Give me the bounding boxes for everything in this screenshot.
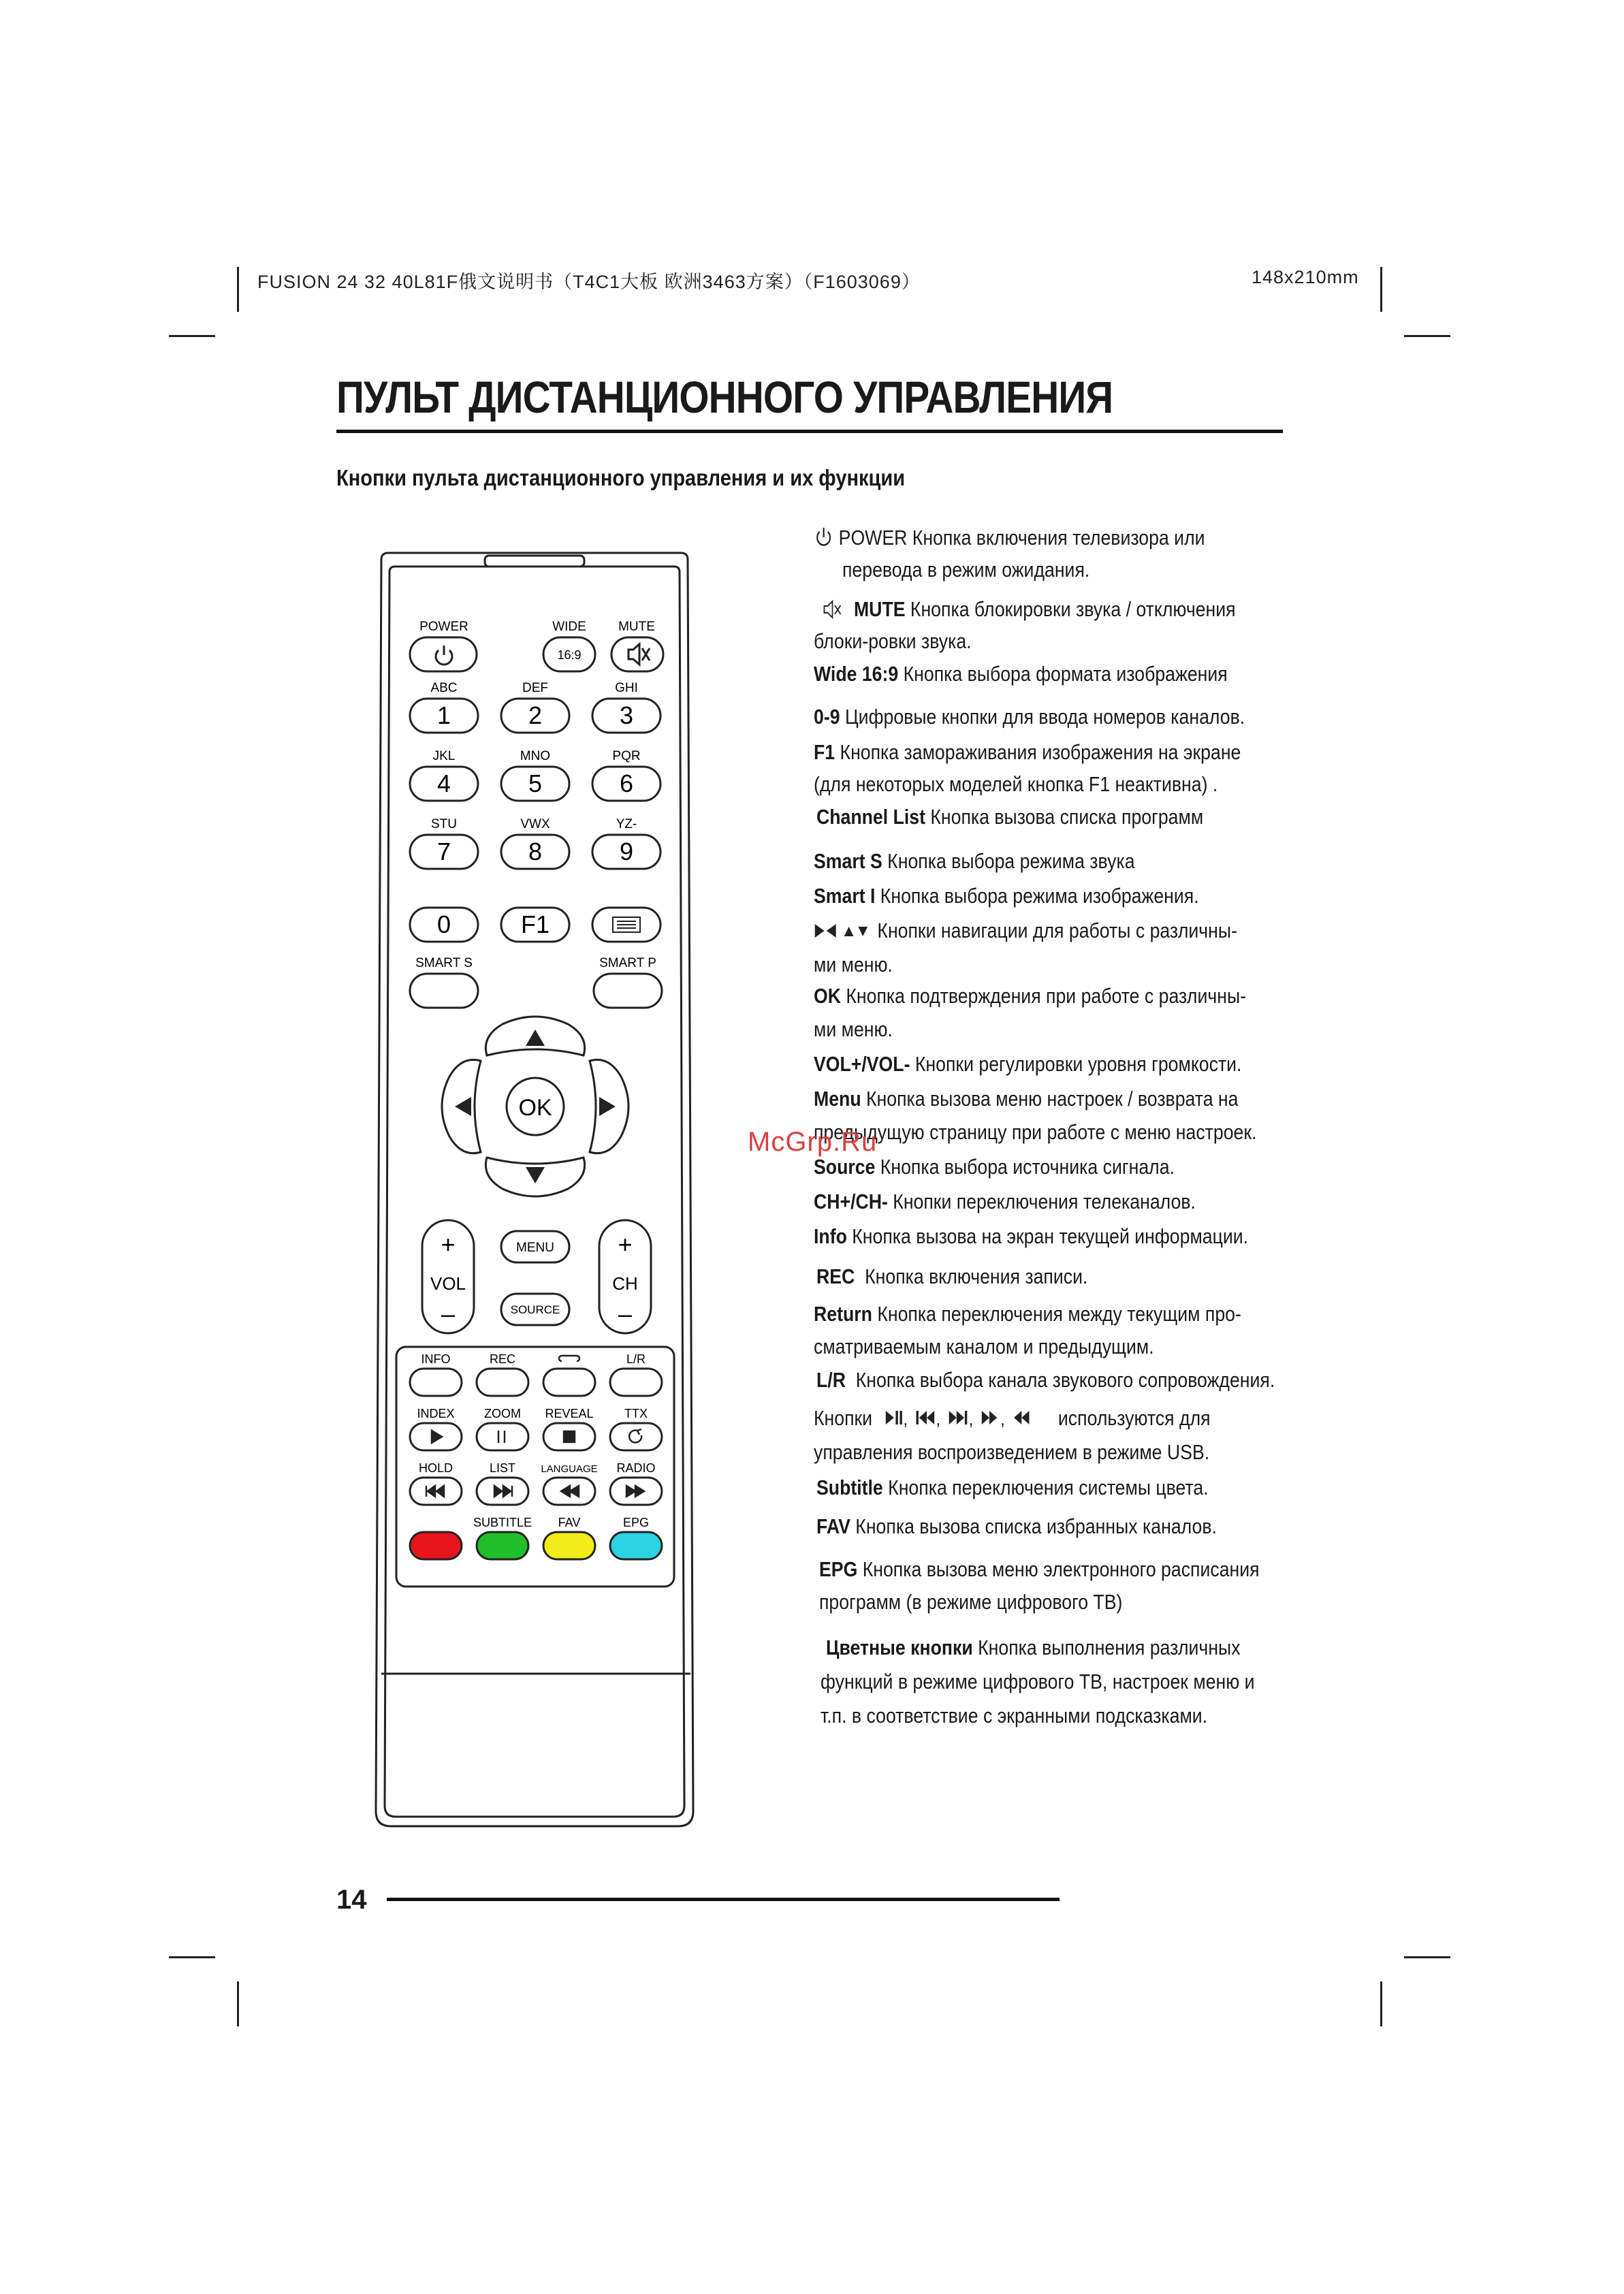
desc-power-text: Кнопка включения телевизора или [912,526,1205,549]
title-rule [336,430,1283,433]
color-key[interactable] [543,1532,595,1559]
desc-lr-key: L/R [816,1368,846,1392]
func-key[interactable] [610,1369,662,1396]
desc-digits [814,700,1282,733]
remote-control-illustration [368,552,701,1832]
desc-digits-text: Цифровые кнопки для ввода номеров каналов. [844,705,1245,729]
func-label: TTX [624,1407,648,1420]
smart-p-button[interactable] [594,974,662,1008]
func-label: SUBTITLE [473,1516,532,1529]
desc-fav-text: Кнопка вызова списка избранных каналов. [855,1514,1217,1538]
num-key-text: 8 [528,838,543,865]
desc-ch-text: Кнопки переключения телеканалов. [893,1190,1196,1213]
mute-icon [822,599,849,620]
play-icon [432,1431,442,1443]
desc-menu [814,1082,1282,1115]
stop-icon [564,1431,575,1442]
func-label: EPG [622,1516,650,1529]
svg-text:,: , [1000,1409,1005,1428]
mute-label: MUTE [618,620,655,634]
desc-mute-key: MUTE [853,597,906,621]
rewind-icon [561,1486,579,1497]
num-key-text: 9 [619,838,634,865]
section-subtitle: Кнопки пульта дистанционного управления и их функции [336,465,906,490]
list-icon [613,917,640,932]
desc-colorkeys-text: Кнопка выполнения различных [978,1636,1241,1659]
desc-colorkeys-line2: функций в режиме цифрового ТВ, настроек меню и [821,1670,1255,1693]
smart-p-label: SMART P [599,956,656,970]
desc-ok-text: Кнопка подтверждения при работе с различны- [846,984,1247,1008]
desc-smart-i [814,879,1282,912]
fast-forward-icon [626,1486,644,1497]
desc-lr-text: Кнопка выбора канала звукового сопровождения. [855,1368,1275,1392]
smart-s-button[interactable] [410,974,478,1008]
power-label: POWER [419,620,468,634]
desc-menu-key: Menu [814,1087,861,1111]
num-key-text: 5 [528,769,543,797]
wide-label: WIDE [552,620,586,634]
power-icon [814,526,833,549]
vol-plus-text: + [441,1230,456,1258]
power-icon [436,646,452,665]
func-label: INDEX [417,1407,455,1420]
desc-colorkeys [826,1631,1294,1664]
desc-menu-text: Кнопка вызова меню настроек / возврата на [866,1087,1239,1111]
desc-usb-lead: Кнопки [814,1406,873,1430]
crop-mark [1404,1956,1450,1958]
desc-f1-key: F1 [814,740,835,764]
arrow-right-icon [599,1097,616,1116]
desc-mute-line2: блоки-ровки звука. [814,629,972,653]
desc-ok-key: OK [814,984,841,1008]
ch-minus-text: – [618,1300,633,1328]
num-label: GHI [615,681,638,695]
color-key[interactable] [410,1532,462,1559]
color-key[interactable] [477,1532,528,1559]
desc-fav-key: FAV [816,1514,850,1538]
func-label: LIST [489,1461,516,1475]
num-key-text: 2 [528,701,543,729]
desc-source [814,1150,1282,1183]
num-label: DEF [522,681,548,695]
num-label: STU [431,817,457,831]
desc-f1 [814,735,1282,769]
desc-power-line2: перевода в режим ожидания. [842,558,1090,582]
smart-s-label: SMART S [415,956,473,970]
func-key[interactable] [477,1369,528,1396]
vol-label: VOL [430,1273,466,1294]
func-label: L/R [626,1352,646,1366]
ch-label: CH [612,1273,638,1294]
num-key-text: 6 [619,769,634,797]
desc-power [814,521,1282,554]
desc-source-key: Source [814,1155,876,1179]
func-key[interactable] [410,1369,462,1396]
desc-chlist [816,800,1285,833]
func-key[interactable] [477,1423,528,1450]
mute-icon [628,644,650,665]
func-label: REC [489,1352,516,1366]
num-label: YZ- [616,817,637,831]
desc-epg-key: EPG [819,1557,858,1581]
desc-usb-text: используются для [1057,1406,1211,1430]
skip-forward-icon [494,1486,512,1497]
desc-vol-key: VOL+/VOL- [814,1052,910,1076]
watermark: McGrp.Ru [748,1127,878,1157]
num-label: ABC [430,681,458,695]
desc-rec [816,1260,1285,1293]
func-key[interactable] [610,1423,662,1450]
desc-ch [814,1185,1282,1218]
desc-colorkeys-line3: т.п. в соответствие с экранными подсказками. [821,1704,1208,1727]
desc-f1-line2: (для некоторых моделей кнопка F1 неактивна) . [814,772,1218,796]
desc-ok [814,979,1282,1013]
mute-button[interactable] [611,637,663,671]
num-label: VWX [520,817,550,831]
desc-info-text: Кнопка вызова на экран текущей информации. [852,1224,1249,1248]
desc-power-key: POWER [838,526,908,549]
desc-epg-text: Кнопка вызова меню электронного расписания [862,1557,1260,1581]
crop-mark [169,1956,215,1958]
desc-return-line2: сматриваемым каналом и предыдущим. [814,1335,1154,1358]
func-label: INFO [421,1352,451,1366]
num-label: MNO [520,749,551,763]
page-title: ПУЛЬТ ДИСТАНЦИОННОГО УПРАВЛЕНИЯ [336,372,1113,422]
desc-source-text: Кнопка выбора источника сигнала. [880,1155,1175,1179]
f1-key-text: F1 [520,910,550,938]
pause-icon [498,1431,505,1443]
desc-smart-i-text: Кнопка выбора режима изображения. [880,884,1199,908]
desc-digits-key: 0-9 [814,705,840,729]
desc-smart-s-key: Smart S [814,849,882,873]
footer-rule [387,1898,1060,1901]
desc-ok-line2: ми меню. [814,1017,893,1041]
num-label: JKL [432,749,456,763]
header-page-size: 148x210mm [1252,267,1359,287]
desc-nav [814,914,1282,947]
desc-wide-text: Кнопка выбора формата изображения [903,662,1228,686]
desc-usb-line2: управления воспроизведением в режиме USB. [814,1440,1210,1464]
func-label: RADIO [616,1461,656,1475]
desc-smart-s [814,844,1282,878]
arrow-up-icon [526,1030,545,1046]
func-key[interactable] [543,1369,595,1396]
desc-rec-key: REC [816,1264,855,1288]
desc-mute-text: Кнопка блокировки звука / отключения [910,597,1236,621]
func-label: FAV [558,1516,581,1529]
desc-epg-line2: программ (в режиме цифрового ТВ) [819,1590,1123,1614]
zero-key-text: 0 [436,910,451,938]
num-key-text: 4 [436,769,451,797]
func-label: LANGUAGE [541,1463,598,1475]
page-number: 14 [336,1885,367,1915]
num-key-text: 3 [619,701,634,729]
desc-return [814,1297,1282,1331]
num-key-text: 7 [436,838,451,865]
func-label: ZOOM [484,1407,521,1420]
desc-smart-s-text: Кнопка выбора режима звука [887,849,1135,873]
desc-lr [816,1363,1285,1397]
desc-nav-text: Кнопки навигации для работы с различны- [877,919,1237,942]
desc-rec-text: Кнопка включения записи. [865,1264,1088,1288]
source-key-text: SOURCE [510,1303,560,1316]
playback-icons [877,1407,1053,1428]
num-label: PQR [612,749,641,763]
desc-subtitle-text: Кнопка переключения системы цвета. [888,1476,1209,1499]
skip-back-icon [426,1486,444,1497]
crop-mark [1380,267,1382,312]
arrow-down-icon [526,1167,545,1183]
func-label: REVEAL [545,1407,594,1420]
desc-chlist-key: Channel List [816,805,925,829]
desc-smart-i-key: Smart I [814,884,876,908]
desc-vol-text: Кнопки регулировки уровня громкости. [914,1052,1242,1076]
return-icon [559,1356,579,1361]
desc-subtitle-key: Subtitle [816,1476,883,1499]
desc-subtitle [816,1471,1285,1504]
crop-mark [237,1981,239,2026]
desc-chlist-text: Кнопка вызова списка программ [930,805,1204,829]
desc-vol [814,1047,1282,1081]
svg-text:,: , [903,1409,908,1428]
desc-wide-key: Wide 16:9 [814,662,899,686]
wide-key-text: 16:9 [557,648,582,662]
desc-return-text: Кнопка переключения между текущим про- [877,1302,1241,1326]
svg-text:,: , [936,1409,940,1428]
header-file-info: FUSION 24 32 40L81F俄文说明书（T4C1大板 欧洲3463方案）（F1603069） [257,272,921,292]
desc-f1-text: Кнопка замораживания изображения на экране [840,740,1241,764]
vol-minus-text: – [441,1300,456,1328]
crop-mark [169,335,215,337]
ok-key-text: OK [518,1095,552,1121]
crop-mark [237,267,239,312]
svg-text:,: , [968,1409,973,1428]
desc-wide [814,657,1282,690]
menu-key-text: MENU [516,1241,554,1255]
desc-fav [816,1510,1285,1543]
desc-menu-line2: предыдущую страницу при работе с меню настроек. [814,1120,1257,1144]
crop-mark [1380,1981,1382,2026]
num-key-text: 1 [436,701,451,729]
crop-mark [1404,335,1450,337]
desc-usb [814,1401,1282,1435]
repeat-icon [629,1429,641,1443]
desc-info [814,1220,1282,1253]
desc-epg [819,1552,1288,1586]
desc-nav-line2: ми меню. [814,953,893,976]
desc-mute [822,592,1290,626]
desc-return-key: Return [814,1302,872,1326]
ch-plus-text: + [618,1230,633,1258]
nav-arrows-icon [814,921,872,940]
desc-ch-key: CH+/CH- [814,1190,888,1213]
func-label: HOLD [418,1461,453,1475]
desc-info-key: Info [814,1224,847,1248]
arrow-left-icon [455,1097,471,1116]
color-key[interactable] [610,1532,662,1559]
desc-colorkeys-key: Цветные кнопки [826,1636,973,1659]
